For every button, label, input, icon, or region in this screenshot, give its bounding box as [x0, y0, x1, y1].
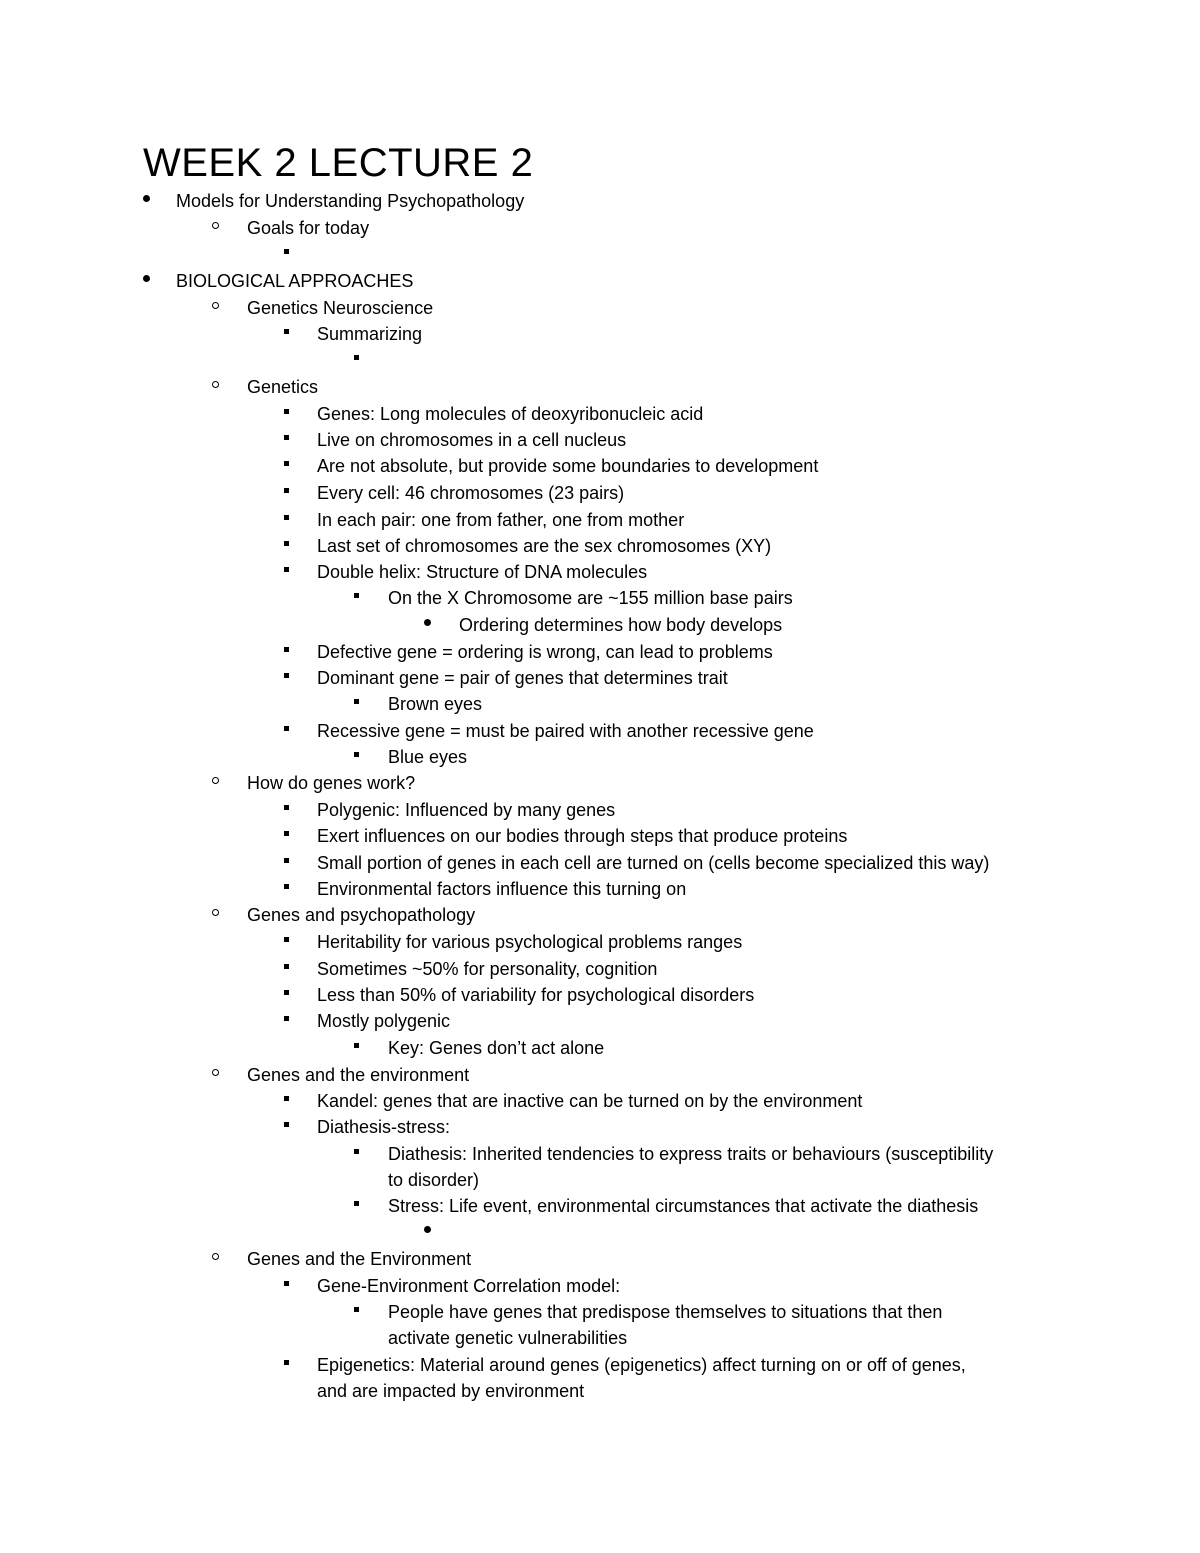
outline-item-level-2: Sometimes ~50% for personality, cognition: [317, 959, 658, 979]
outline-item-level-1: Goals for today: [247, 218, 370, 238]
outline-item-level-1: Genetics: [247, 377, 319, 397]
outline-item-level-2: Defective gene = ordering is wrong, can lead to problems: [317, 642, 773, 662]
outline-item-level-2: Polygenic: Influenced by many genes: [317, 800, 616, 820]
outline-item-level-3: Key: Genes don’t act alone: [388, 1038, 605, 1058]
outline-item-level-3: to disorder): [388, 1170, 480, 1190]
outline-item-level-2: Exert influences on our bodies through steps that produce proteins: [317, 826, 848, 846]
outline-item-level-2: and are impacted by environment: [317, 1381, 585, 1401]
outline-item-level-2: Mostly polygenic: [317, 1011, 451, 1031]
outline-item-level-1: Genes and the environment: [247, 1065, 470, 1085]
outline-item-level-2: Every cell: 46 chromosomes (23 pairs): [317, 483, 625, 503]
outline-item-level-1: Genes and psychopathology: [247, 905, 476, 925]
outline-item-level-2: Epigenetics: Material around genes (epigenetics) affect turning on or off of genes,: [317, 1355, 966, 1375]
outline-item-level-2: Kandel: genes that are inactive can be turned on by the environment: [317, 1091, 863, 1111]
outline-item-level-3: On the X Chromosome are ~155 million base pairs: [388, 588, 793, 608]
outline-item-level-1: Genes and the Environment: [247, 1249, 472, 1269]
outline-item-level-4: Ordering determines how body develops: [459, 615, 783, 635]
outline-item-level-1: How do genes work?: [247, 773, 416, 793]
outline-item-level-2: Recessive gene = must be paired with another recessive gene: [317, 721, 814, 741]
outline-item-level-2: In each pair: one from father, one from mother: [317, 510, 685, 530]
outline-item-level-2: Less than 50% of variability for psychological disorders: [317, 985, 755, 1005]
outline-item-level-0: Models for Understanding Psychopathology: [176, 191, 525, 211]
outline-item-level-3: Brown eyes: [388, 694, 483, 714]
outline-item-level-1: Genetics Neuroscience: [247, 298, 434, 318]
outline-item-level-3: activate genetic vulnerabilities: [388, 1328, 628, 1348]
outline-item-level-3: Diathesis: Inherited tendencies to express traits or behaviours (susceptibility: [388, 1144, 994, 1164]
outline-item-level-0: BIOLOGICAL APPROACHES: [176, 271, 414, 291]
outline-item-level-2: Dominant gene = pair of genes that determines trait: [317, 668, 728, 688]
outline-item-level-2: Summarizing: [317, 324, 423, 344]
outline-item-level-3: Stress: Life event, environmental circumstances that activate the diathesis: [388, 1196, 979, 1216]
outline-item-level-2: Diathesis-stress:: [317, 1117, 451, 1137]
page-title: WEEK 2 LECTURE 2: [143, 141, 534, 185]
outline-item-level-2: Genes: Long molecules of deoxyribonucleic acid: [317, 404, 704, 424]
outline-item-level-2: Gene-Environment Correlation model:: [317, 1276, 621, 1296]
outline-item-level-2: Heritability for various psychological problems ranges: [317, 932, 743, 952]
outline-item-level-2: Small portion of genes in each cell are turned on (cells become specialized this way): [317, 853, 990, 873]
outline-item-level-2: Live on chromosomes in a cell nucleus: [317, 430, 627, 450]
outline-item-level-2: Environmental factors influence this turning on: [317, 879, 687, 899]
outline-item-level-2: Double helix: Structure of DNA molecules: [317, 562, 648, 582]
outline-item-level-3: People have genes that predispose themselves to situations that then: [388, 1302, 943, 1322]
outline-item-level-2: Are not absolute, but provide some boundaries to development: [317, 456, 819, 476]
outline-item-level-2: Last set of chromosomes are the sex chromosomes (XY): [317, 536, 772, 556]
outline-item-level-3: Blue eyes: [388, 747, 468, 767]
